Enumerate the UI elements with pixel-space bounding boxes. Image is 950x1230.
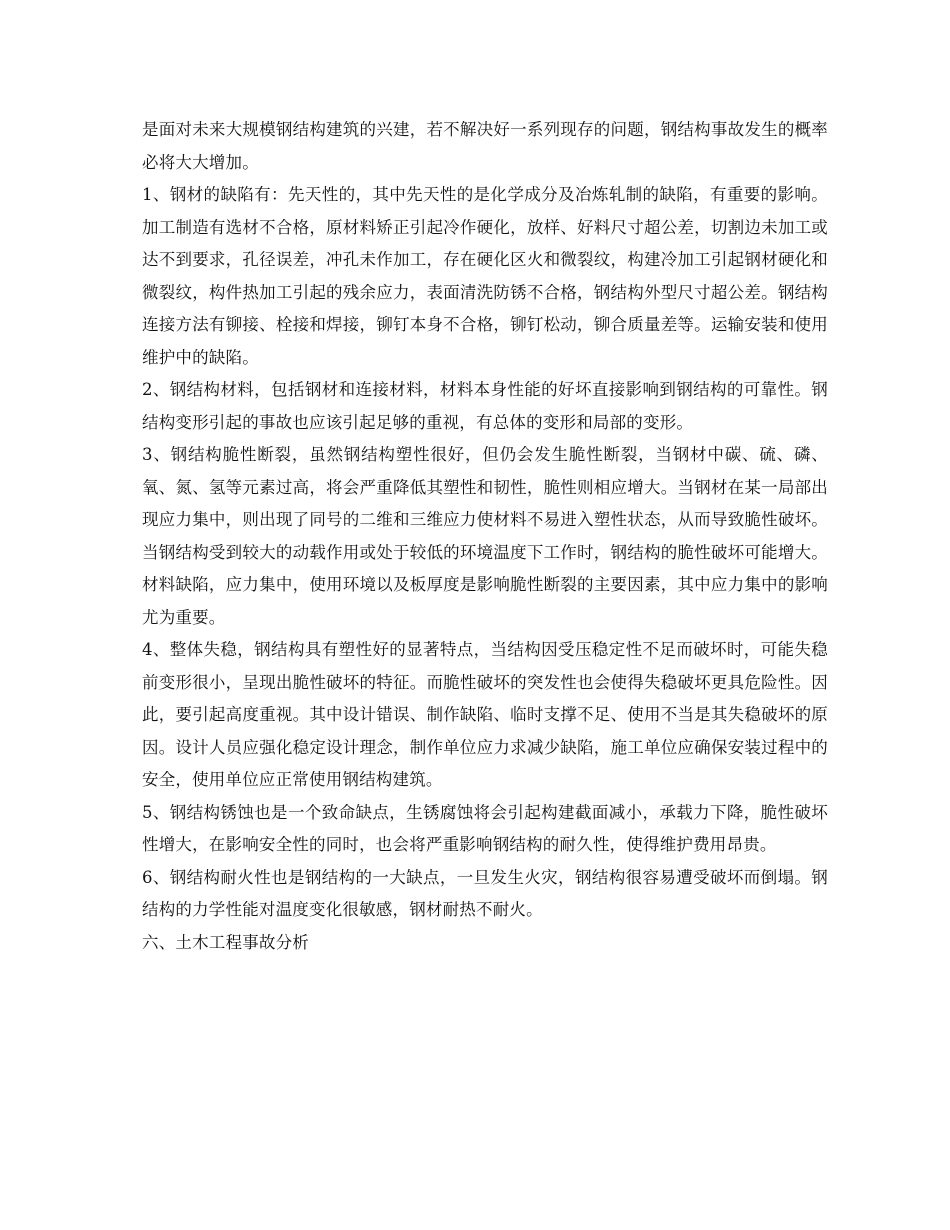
paragraph-corrosion: 5、钢结构锈蚀也是一个致命缺点，生锈腐蚀将会引起构建截面减小，承载力下降，脆性破坏性增大，在影响安全性的同时，也会将严重影响钢结构的耐久性，使得维护费用昂贵。 xyxy=(142,802,828,854)
paragraph-fire-resistance: 6、钢结构耐火性也是钢结构的一大缺点，一旦发生火灾，钢结构很容易遭受破坏而倒塌。钢结构的力学性能对温度变化很敏感，钢材耐热不耐火。 xyxy=(142,867,828,919)
section-heading: 六、土木工程事故分析 xyxy=(142,932,309,952)
paragraph-intro: 是面对未来大规模钢结构建筑的兴建，若不解决好一系列现存的问题，钢结构事故发生的概率必将大大增加。 xyxy=(142,120,828,172)
document-body xyxy=(142,114,828,959)
paragraph-steel-defects: 1、钢材的缺陷有：先天性的，其中先天性的是化学成分及冶炼轧制的缺陷，有重要的影响。加工制造有选材不合格，原材料矫正引起冷作硬化，放样、好料尺寸超公差，切割边未加工或达不到要求，孔径误差，冲孔未作加工，存在硬化区火和微裂纹，构建冷加工引起钢材硬化和微裂纹，构件热加工引起的残余应力，表面清洗防锈不合格，钢结构外型尺寸超公差。钢结构连接方法有铆接、栓接和焊接，铆钉本身不合格，铆钉松动，铆合质量差等。运输安装和使用维护中的缺陷。 xyxy=(142,185,828,367)
paragraph-brittle-fracture: 3、钢结构脆性断裂，虽然钢结构塑性很好，但仍会发生脆性断裂，当钢材中碳、硫、磷、氧、氮、氢等元素过高，将会严重降低其塑性和韧性，脆性则相应增大。当钢材在某一局部出现应力集中，则出现了同号的二维和三维应力使材料不易进入塑性状态，从而导致脆性破坏。当钢结构受到较大的动载作用或处于较低的环境温度下工作时，钢结构的脆性破坏可能增大。材料缺陷，应力集中，使用环境以及板厚度是影响脆性断裂的主要因素，其中应力集中的影响尤为重要。 xyxy=(142,445,828,627)
paragraph-instability: 4、整体失稳，钢结构具有塑性好的显著特点，当结构因受压稳定性不足而破坏时，可能失稳前变形很小，呈现出脆性破坏的特征。而脆性破坏的突发性也会使得失稳破坏更具危险性。因此，要引起高度重视。其中设计错误、制作缺陷、临时支撑不足、使用不当是其失稳破坏的原因。设计人员应强化稳定设计理念，制作单位应力求减少缺陷，施工单位应确保安装过程中的安全，使用单位应正常使用钢结构建筑。 xyxy=(142,640,828,789)
paragraph-steel-materials: 2、钢结构材料，包括钢材和连接材料，材料本身性能的好坏直接影响到钢结构的可靠性。钢结构变形引起的事故也应该引起足够的重视，有总体的变形和局部的变形。 xyxy=(142,380,828,432)
